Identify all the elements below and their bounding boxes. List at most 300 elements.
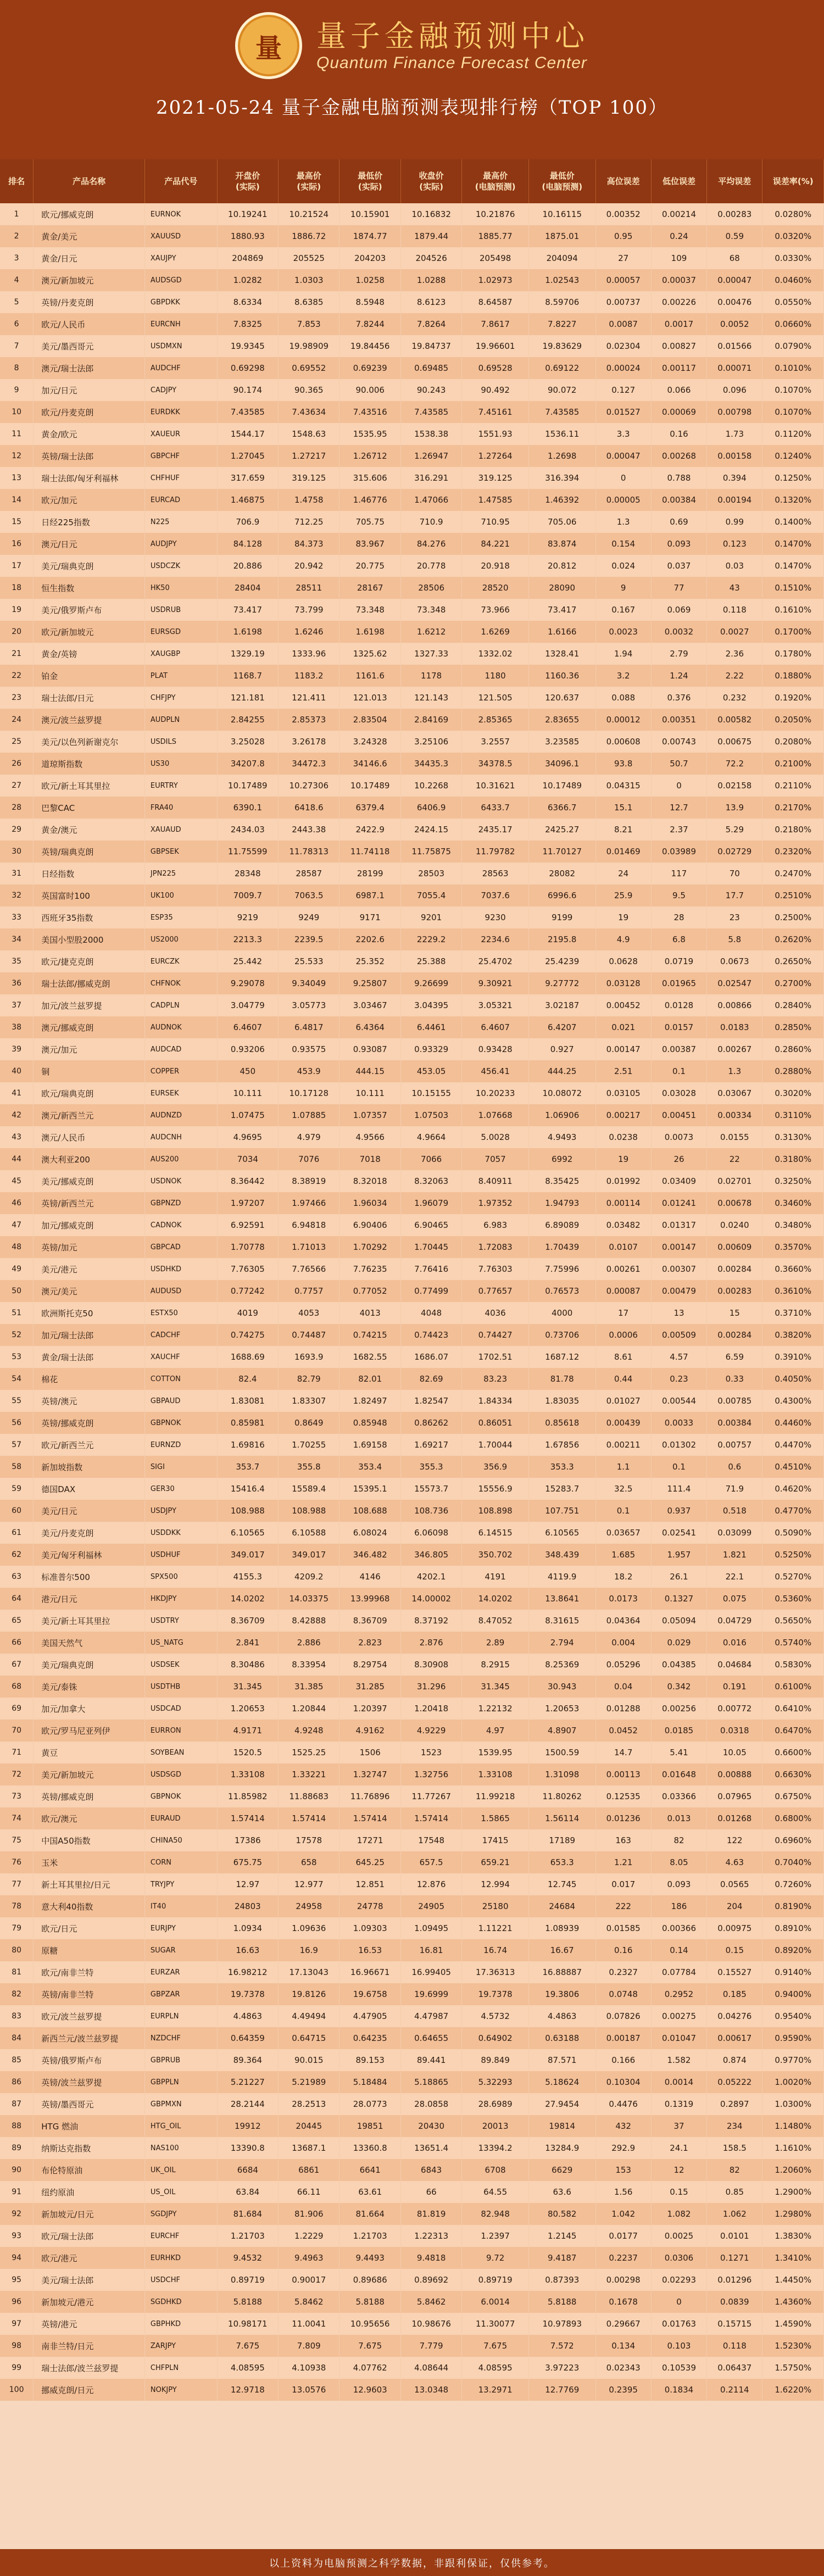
product-name-cell: 英镑/丹麦克朗 [34, 291, 145, 313]
product-code-cell: UK100 [144, 884, 217, 906]
table-row [0, 1698, 824, 1720]
rank-cell: 16 [0, 533, 34, 555]
rank-cell: 100 [0, 2379, 34, 2401]
product-code-cell: PLAT [144, 665, 217, 687]
high-error-cell: 4.9 [595, 928, 651, 950]
high-error-cell: 0.0023 [595, 621, 651, 643]
table-row [0, 928, 824, 950]
table-row [0, 1346, 824, 1368]
avg-error-cell: 2.22 [707, 665, 762, 687]
high-error-cell: 0.12535 [595, 1785, 651, 1807]
pred-low-cell: 0.63188 [528, 2027, 595, 2049]
pred-high-cell: 11.30077 [462, 2313, 529, 2335]
pred-low-cell: 653.3 [528, 1851, 595, 1873]
high-cell: 14.03375 [279, 1588, 339, 1610]
high-cell: 4.9248 [279, 1720, 339, 1742]
pred-low-cell: 28082 [528, 863, 595, 884]
high-error-cell: 15.1 [595, 797, 651, 819]
low-error-cell: 0.0025 [651, 2225, 706, 2247]
open-cell: 3.25028 [217, 731, 278, 753]
avg-error-cell: 68 [707, 247, 762, 269]
low-cell: 1.69158 [339, 1434, 400, 1456]
product-name-cell: 中国A50指数 [34, 1829, 145, 1851]
close-cell: 6.4461 [400, 1016, 461, 1038]
low-error-cell: 8.05 [651, 1851, 706, 1873]
avg-error-cell: 0.00158 [707, 445, 762, 467]
open-cell: 4155.3 [217, 1566, 278, 1588]
error-rate-cell: 0.0330% [762, 247, 824, 269]
pred-high-cell: 13394.2 [462, 2137, 529, 2159]
table-row [0, 1016, 824, 1038]
low-error-cell: 0.376 [651, 687, 706, 709]
avg-error-cell: 0.15715 [707, 2313, 762, 2335]
open-cell: 8.30486 [217, 1654, 278, 1676]
product-name-cell: 瑞士法郎/日元 [34, 687, 145, 709]
high-cell: 4.979 [279, 1126, 339, 1148]
high-error-cell: 0.00298 [595, 2269, 651, 2291]
low-error-cell: 0.05094 [651, 1610, 706, 1632]
table-row [0, 2379, 824, 2401]
high-error-cell: 0.00217 [595, 1104, 651, 1126]
rank-cell: 62 [0, 1544, 34, 1566]
table-row [0, 2203, 824, 2225]
low-cell: 121.013 [339, 687, 400, 709]
low-cell: 204203 [339, 247, 400, 269]
pred-high-cell: 350.702 [462, 1544, 529, 1566]
close-cell: 81.819 [400, 2203, 461, 2225]
product-name-cell: 瑞士法郎/挪威克朗 [34, 972, 145, 994]
product-code-cell: GBPZAR [144, 1983, 217, 2005]
low-cell: 11.76896 [339, 1785, 400, 1807]
error-rate-cell: 0.2700% [762, 972, 824, 994]
open-cell: 0.89719 [217, 2269, 278, 2291]
close-cell: 6843 [400, 2159, 461, 2181]
rank-cell: 97 [0, 2313, 34, 2335]
close-cell: 1.22313 [400, 2225, 461, 2247]
avg-error-cell: 0.096 [707, 379, 762, 401]
product-code-cell: CADPLN [144, 994, 217, 1016]
rank-cell: 75 [0, 1829, 34, 1851]
high-error-cell: 0.01469 [595, 841, 651, 863]
high-error-cell: 0.088 [595, 687, 651, 709]
product-code-cell: SGDHKD [144, 2291, 217, 2313]
pred-low-cell: 27.9454 [528, 2093, 595, 2115]
avg-error-cell: 22 [707, 1148, 762, 1170]
error-rate-cell: 0.8910% [762, 1917, 824, 1939]
table-row [0, 2071, 824, 2093]
low-cell: 90.006 [339, 379, 400, 401]
error-rate-cell: 0.1470% [762, 533, 824, 555]
high-error-cell: 1.21 [595, 1851, 651, 1873]
pred-high-cell: 1.33108 [462, 1763, 529, 1785]
brand-name-cn: 量子金融预测中心 [316, 19, 589, 53]
column-header: 收盘价 (实际) [400, 159, 461, 203]
column-header: 开盘价 (实际) [217, 159, 278, 203]
high-cell: 1.83307 [279, 1390, 339, 1412]
product-name-cell: 英镑/俄罗斯卢布 [34, 2049, 145, 2071]
pred-high-cell: 8.47052 [462, 1610, 529, 1632]
product-code-cell: FRA40 [144, 797, 217, 819]
product-code-cell: EURNOK [144, 203, 217, 225]
rank-cell: 79 [0, 1917, 34, 1939]
table-row [0, 2181, 824, 2203]
close-cell: 5.8462 [400, 2291, 461, 2313]
low-error-cell: 0.00307 [651, 1258, 706, 1280]
high-cell: 4.49494 [279, 2005, 339, 2027]
avg-error-cell: 0.2114 [707, 2379, 762, 2401]
table-row [0, 247, 824, 269]
low-cell: 6641 [339, 2159, 400, 2181]
close-cell: 82.69 [400, 1368, 461, 1390]
product-name-cell: 澳元/人民币 [34, 1126, 145, 1148]
column-header: 最高价 (电脑预测) [462, 159, 529, 203]
close-cell: 4.9664 [400, 1126, 461, 1148]
product-name-cell: 道琼斯指数 [34, 753, 145, 775]
pred-low-cell: 5.18624 [528, 2071, 595, 2093]
table-row [0, 2291, 824, 2313]
high-error-cell: 0.00352 [595, 203, 651, 225]
error-rate-cell: 0.9770% [762, 2049, 824, 2071]
pred-low-cell: 13284.9 [528, 2137, 595, 2159]
product-name-cell: 铂金 [34, 665, 145, 687]
high-cell: 1.20844 [279, 1698, 339, 1720]
error-rate-cell: 0.8190% [762, 1895, 824, 1917]
pred-high-cell: 20013 [462, 2115, 529, 2137]
low-error-cell: 0.10539 [651, 2357, 706, 2379]
table-row [0, 1170, 824, 1192]
error-rate-cell: 0.1700% [762, 621, 824, 643]
product-code-cell: GBPNZD [144, 1192, 217, 1214]
avg-error-cell: 0.874 [707, 2049, 762, 2071]
product-name-cell: 布伦特原油 [34, 2159, 145, 2181]
pred-high-cell: 20.918 [462, 555, 529, 577]
rank-cell: 65 [0, 1610, 34, 1632]
table-row [0, 643, 824, 665]
low-cell: 31.285 [339, 1676, 400, 1698]
avg-error-cell: 5.29 [707, 819, 762, 841]
open-cell: 4019 [217, 1302, 278, 1324]
pred-high-cell: 6433.7 [462, 797, 529, 819]
avg-error-cell: 0.1271 [707, 2247, 762, 2269]
open-cell: 28.2144 [217, 2093, 278, 2115]
product-name-cell: 新加坡指数 [34, 1456, 145, 1478]
avg-error-cell: 0.04729 [707, 1610, 762, 1632]
low-error-cell: 6.8 [651, 928, 706, 950]
low-cell: 9.4493 [339, 2247, 400, 2269]
table-row [0, 2159, 824, 2181]
rank-cell: 21 [0, 643, 34, 665]
pred-high-cell: 1.2397 [462, 2225, 529, 2247]
rank-cell: 41 [0, 1082, 34, 1104]
high-cell: 7076 [279, 1148, 339, 1170]
error-rate-cell: 0.4470% [762, 1434, 824, 1456]
low-cell: 4.47905 [339, 2005, 400, 2027]
pred-high-cell: 4.97 [462, 1720, 529, 1742]
open-cell: 0.64359 [217, 2027, 278, 2049]
product-code-cell: CADCHF [144, 1324, 217, 1346]
pred-high-cell: 17415 [462, 1829, 529, 1851]
low-error-cell: 0.937 [651, 1500, 706, 1522]
error-rate-cell: 0.1880% [762, 665, 824, 687]
pred-low-cell: 7.75996 [528, 1258, 595, 1280]
open-cell: 1688.69 [217, 1346, 278, 1368]
avg-error-cell: 0.00675 [707, 731, 762, 753]
table-row [0, 335, 824, 357]
rank-cell: 52 [0, 1324, 34, 1346]
close-cell: 28506 [400, 577, 461, 599]
close-cell: 453.05 [400, 1060, 461, 1082]
high-cell: 20.942 [279, 555, 339, 577]
high-cell: 1.6246 [279, 621, 339, 643]
high-cell: 4.10938 [279, 2357, 339, 2379]
avg-error-cell: 0.00283 [707, 203, 762, 225]
avg-error-cell: 0.00798 [707, 401, 762, 423]
pred-low-cell: 2195.8 [528, 928, 595, 950]
pred-low-cell: 90.072 [528, 379, 595, 401]
close-cell: 28503 [400, 863, 461, 884]
open-cell: 5.8188 [217, 2291, 278, 2313]
error-rate-cell: 0.3910% [762, 1346, 824, 1368]
product-name-cell: 澳元/日元 [34, 533, 145, 555]
table-row [0, 313, 824, 335]
high-error-cell: 0.00439 [595, 1412, 651, 1434]
open-cell: 10.111 [217, 1082, 278, 1104]
high-cell: 28511 [279, 577, 339, 599]
high-cell: 349.017 [279, 1544, 339, 1566]
rank-cell: 76 [0, 1851, 34, 1873]
high-error-cell: 0.154 [595, 533, 651, 555]
low-error-cell: 9.5 [651, 884, 706, 906]
product-code-cell: GBPRUB [144, 2049, 217, 2071]
table-row [0, 1104, 824, 1126]
pred-high-cell: 1180 [462, 665, 529, 687]
rank-cell: 7 [0, 335, 34, 357]
low-error-cell: 0.01763 [651, 2313, 706, 2335]
product-code-cell: GBPAUD [144, 1390, 217, 1412]
high-cell: 1.4758 [279, 489, 339, 511]
high-error-cell: 0.167 [595, 599, 651, 621]
pred-high-cell: 7037.6 [462, 884, 529, 906]
product-code-cell: ESP35 [144, 906, 217, 928]
close-cell: 9.4818 [400, 2247, 461, 2269]
footer-disclaimer: 以上资料为电脑预测之科学数据，非跟利保证，仅供参考。 [0, 2549, 824, 2576]
error-rate-cell: 1.4360% [762, 2291, 824, 2313]
high-error-cell: 0.01527 [595, 401, 651, 423]
pred-high-cell: 82.948 [462, 2203, 529, 2225]
pred-low-cell: 0.69122 [528, 357, 595, 379]
table-row [0, 2049, 824, 2071]
avg-error-cell: 0.075 [707, 1588, 762, 1610]
low-error-cell: 0.069 [651, 599, 706, 621]
avg-error-cell: 2.36 [707, 643, 762, 665]
open-cell: 17386 [217, 1829, 278, 1851]
low-error-cell: 0.1 [651, 1060, 706, 1082]
product-name-cell: 澳元/新加坡元 [34, 269, 145, 291]
low-cell: 8.5948 [339, 291, 400, 313]
high-cell: 12.977 [279, 1873, 339, 1895]
open-cell: 1.83081 [217, 1390, 278, 1412]
high-cell: 658 [279, 1851, 339, 1873]
product-code-cell: USDILS [144, 731, 217, 753]
open-cell: 82.4 [217, 1368, 278, 1390]
product-name-cell: 瑞士法郎/匈牙利福林 [34, 467, 145, 489]
open-cell: 6684 [217, 2159, 278, 2181]
low-error-cell: 0 [651, 775, 706, 797]
pred-high-cell: 10.31621 [462, 775, 529, 797]
rank-cell: 42 [0, 1104, 34, 1126]
high-cell: 6861 [279, 2159, 339, 2181]
high-cell: 4209.2 [279, 1566, 339, 1588]
open-cell: 2434.03 [217, 819, 278, 841]
product-name-cell: 黄豆 [34, 1742, 145, 1763]
error-rate-cell: 0.1470% [762, 555, 824, 577]
open-cell: 1.70778 [217, 1236, 278, 1258]
table-row [0, 1588, 824, 1610]
product-name-cell: 黄金/英镑 [34, 643, 145, 665]
low-error-cell: 0.01047 [651, 2027, 706, 2049]
pred-high-cell: 83.23 [462, 1368, 529, 1390]
rank-cell: 37 [0, 994, 34, 1016]
low-cell: 1.6198 [339, 621, 400, 643]
close-cell: 0.89692 [400, 2269, 461, 2291]
high-cell: 1.57414 [279, 1807, 339, 1829]
pred-high-cell: 1551.93 [462, 423, 529, 445]
pred-low-cell: 10.16115 [528, 203, 595, 225]
product-code-cell: N225 [144, 511, 217, 533]
table-row [0, 2313, 824, 2335]
product-code-cell: USDCHF [144, 2269, 217, 2291]
pred-high-cell: 0.89719 [462, 2269, 529, 2291]
product-code-cell: USDNOK [144, 1170, 217, 1192]
high-error-cell: 0.04 [595, 1676, 651, 1698]
rank-cell: 87 [0, 2093, 34, 2115]
table-row [0, 1214, 824, 1236]
high-cell: 10.17128 [279, 1082, 339, 1104]
pred-low-cell: 6366.7 [528, 797, 595, 819]
high-error-cell: 0.0006 [595, 1324, 651, 1346]
low-cell: 346.482 [339, 1544, 400, 1566]
product-name-cell: 澳元/波兰兹罗提 [34, 709, 145, 731]
close-cell: 89.441 [400, 2049, 461, 2071]
open-cell: 7009.7 [217, 884, 278, 906]
error-rate-cell: 0.5360% [762, 1588, 824, 1610]
error-rate-cell: 1.1480% [762, 2115, 824, 2137]
product-code-cell: SOYBEAN [144, 1742, 217, 1763]
pred-low-cell: 16.88887 [528, 1961, 595, 1983]
rank-cell: 31 [0, 863, 34, 884]
low-cell: 10.17489 [339, 775, 400, 797]
avg-error-cell: 0.01296 [707, 2269, 762, 2291]
rank-cell: 40 [0, 1060, 34, 1082]
high-cell: 20445 [279, 2115, 339, 2137]
product-name-cell: 巴黎CAC [34, 797, 145, 819]
product-name-cell: 欧元/人民币 [34, 313, 145, 335]
product-code-cell: US_NATG [144, 1632, 217, 1654]
product-code-cell: AUDCAD [144, 1038, 217, 1060]
low-cell: 16.53 [339, 1939, 400, 1961]
product-code-cell: JPN225 [144, 863, 217, 884]
low-error-cell: 0.788 [651, 467, 706, 489]
table-row [0, 1829, 824, 1851]
pred-high-cell: 7057 [462, 1148, 529, 1170]
pred-low-cell: 705.06 [528, 511, 595, 533]
rank-cell: 2 [0, 225, 34, 247]
avg-error-cell: 0.15527 [707, 1961, 762, 1983]
table-row [0, 1390, 824, 1412]
high-error-cell: 0.00187 [595, 2027, 651, 2049]
low-cell: 0.89686 [339, 2269, 400, 2291]
rank-cell: 92 [0, 2203, 34, 2225]
high-cell: 9249 [279, 906, 339, 928]
error-rate-cell: 0.4620% [762, 1478, 824, 1500]
error-rate-cell: 0.1510% [762, 577, 824, 599]
close-cell: 7055.4 [400, 884, 461, 906]
rank-cell: 32 [0, 884, 34, 906]
rank-cell: 27 [0, 775, 34, 797]
high-error-cell: 1.042 [595, 2203, 651, 2225]
product-code-cell: USDCAD [144, 1698, 217, 1720]
pred-high-cell: 121.505 [462, 687, 529, 709]
close-cell: 10.15155 [400, 1082, 461, 1104]
avg-error-cell: 0.6 [707, 1456, 762, 1478]
product-code-cell: USDHUF [144, 1544, 217, 1566]
low-cell: 4013 [339, 1302, 400, 1324]
close-cell: 1.96079 [400, 1192, 461, 1214]
table-row [0, 2225, 824, 2247]
open-cell: 89.364 [217, 2049, 278, 2071]
high-error-cell: 8.21 [595, 819, 651, 841]
pred-high-cell: 6.4607 [462, 1016, 529, 1038]
product-name-cell: 澳元/加元 [34, 1038, 145, 1060]
rank-cell: 30 [0, 841, 34, 863]
open-cell: 90.174 [217, 379, 278, 401]
close-cell: 1.70445 [400, 1236, 461, 1258]
product-name-cell: 英镑/南非兰特 [34, 1983, 145, 2005]
high-cell: 9.34049 [279, 972, 339, 994]
close-cell: 1178 [400, 665, 461, 687]
low-cell: 9.25807 [339, 972, 400, 994]
high-error-cell: 0.04364 [595, 1610, 651, 1632]
rank-cell: 10 [0, 401, 34, 423]
high-cell: 2.85373 [279, 709, 339, 731]
low-cell: 83.967 [339, 533, 400, 555]
open-cell: 1.27045 [217, 445, 278, 467]
open-cell: 19.7378 [217, 1983, 278, 2005]
pred-low-cell: 19814 [528, 2115, 595, 2137]
rank-cell: 24 [0, 709, 34, 731]
close-cell: 1523 [400, 1742, 461, 1763]
close-cell: 17548 [400, 1829, 461, 1851]
close-cell: 9201 [400, 906, 461, 928]
pred-low-cell: 4.9493 [528, 1126, 595, 1148]
high-cell: 1.0303 [279, 269, 339, 291]
error-rate-cell: 0.3130% [762, 1126, 824, 1148]
error-rate-cell: 0.1320% [762, 489, 824, 511]
avg-error-cell: 0.03 [707, 555, 762, 577]
rank-cell: 4 [0, 269, 34, 291]
avg-error-cell: 6.59 [707, 1346, 762, 1368]
product-name-cell: 加元/挪威克朗 [34, 1214, 145, 1236]
low-error-cell: 0.01302 [651, 1434, 706, 1456]
product-name-cell: HTG 燃油 [34, 2115, 145, 2137]
close-cell: 0.69485 [400, 357, 461, 379]
error-rate-cell: 0.9140% [762, 1961, 824, 1983]
close-cell: 1.20418 [400, 1698, 461, 1720]
product-name-cell: 纳斯达克指数 [34, 2137, 145, 2159]
rank-cell: 12 [0, 445, 34, 467]
pred-low-cell: 316.394 [528, 467, 595, 489]
low-cell: 6.08024 [339, 1522, 400, 1544]
